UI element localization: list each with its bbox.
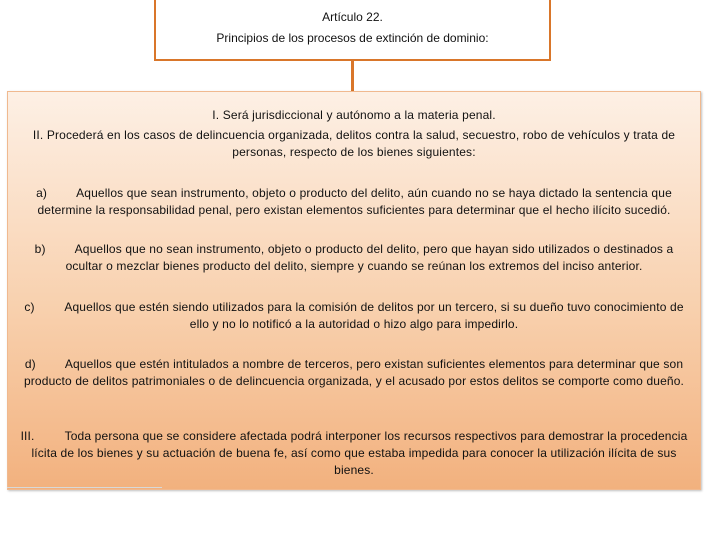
article-title-box xyxy=(154,0,551,61)
point-i: I. Será jurisdiccional y autónomo a la materia penal. xyxy=(212,108,496,122)
principles-content-box xyxy=(7,91,701,490)
item-b xyxy=(18,241,690,275)
point-iii-marker: III. xyxy=(20,429,35,443)
item-d-text: Aquellos que estén intitulados a nombre de terceros, pero existan suficientes elementos para determinar que son producto de delitos patrimoniales o de delincuencia organizada, y el acusado por estos delitos se comporte como dueño. xyxy=(23,357,685,388)
item-b-text: Aquellos que no sean instrumento, objeto o producto del delito, pero que hayan sido utilizados o destinados a ocultar o mezclar bienes producto del delito, siempre y cuando se reúnan los extremos del inciso anterior. xyxy=(65,242,674,273)
item-c-marker: c) xyxy=(24,300,35,314)
item-a-marker: a) xyxy=(36,186,48,200)
bottom-divider xyxy=(7,487,162,488)
point-iii xyxy=(18,428,690,479)
connector-line xyxy=(351,61,354,91)
point-ii: II. Procederá en los casos de delincuencia organizada, delitos contra la salud, secuestro, robo de vehículos y trata de personas, respecto de los bienes siguientes: xyxy=(32,128,676,159)
item-d xyxy=(18,356,690,390)
point-iii-text: Toda persona que se considere afectada podrá interponer los recursos respectivos para demostrar la procedencia lícita de los bienes y su actuación de buena fe, así como que estaba impedida para conocer la utilización ilícita de sus bienes. xyxy=(31,429,688,477)
item-c-text: Aquellos que estén siendo utilizados para la comisión de delitos por un tercero, si su dueño tuvo conocimiento de ello y no lo notificó a la autoridad o hizo algo para impedirlo. xyxy=(64,300,684,331)
item-a-text: Aquellos que sean instrumento, objeto o producto del delito, aún cuando no se haya dictado la sentencia que determine la responsabilidad penal, pero existan elementos suficientes para determinar que el hecho ilícito sucedió. xyxy=(37,186,672,217)
item-d-marker: d) xyxy=(24,357,36,371)
item-b-marker: b) xyxy=(34,242,46,256)
article-number: Artículo 22. xyxy=(322,10,383,24)
item-a xyxy=(18,185,690,219)
item-c xyxy=(18,299,690,333)
article-subtitle: Principios de los procesos de extinción de dominio: xyxy=(216,31,489,45)
